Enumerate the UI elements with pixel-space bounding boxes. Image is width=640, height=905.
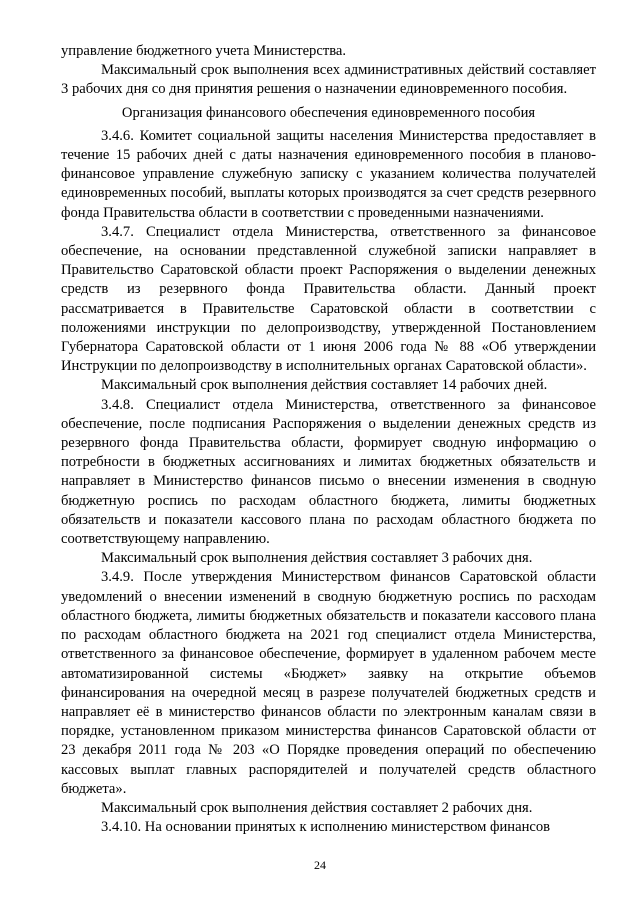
paragraph-deadline-3-days-2: Максимальный срок выполнения действия составляет 3 рабочих дня. xyxy=(101,550,533,567)
paragraph-deadline-2-days: Максимальный срок выполнения действия составляет 2 рабочих дня. xyxy=(101,799,533,816)
paragraph-3-4-9: 3.4.9. После утверждения Министерством финансов Саратовской области уведомлений о внесении изменений в сводную бюджетную роспись по расходам областного бюджета, лимиты бюджетных обязательств и показатели кассового плана по расходам областного бюджета на 2021 год специалист отдела Министерства, ответственного за финансовое обеспечение, формирует в удаленном рабочем месте автоматизированной системы «Бюджет» заявку на открытие объемов финансирования на очередной месяц в разрезе получателей бюджетных средств и направляет её в министерство финансов области по электронным каналам связи в порядке, установленном приказом министерства финансов Саратовской области от 23 декабря 2011 года № 203 «О Порядке проведения операций по обеспечению кассовых выплат главных распорядителей и получателей средств областного бюджета». xyxy=(61,569,596,797)
paragraph-3-4-7: 3.4.7. Специалист отдела Министерства, ответственного за финансовое обеспечение, на основании представленной служебной записки направляет в Правительство Саратовской области проект Распоряжения о выделении денежных средств из резервного фонда Правительства области. Данный проект рассматривается в Правительстве Саратовской области в соответствии с положениями инструкции по делопроизводству, утвержденной Постановлением Губернатора Саратовской области от 1 июня 2006 года № 88 «Об утверждении Инструкции по делопроизводству в исполнительных органах Саратовской области». xyxy=(61,223,596,375)
paragraph-deadline-3-days: Максимальный срок выполнения всех административных действий составляет 3 рабочих дня со дня принятия решения о назначении единовременного пособия. xyxy=(61,62,596,98)
paragraph-3-4-10: 3.4.10. На основании принятых к исполнению министерством финансов xyxy=(101,819,551,836)
paragraph-continuation: управление бюджетного учета Министерства. xyxy=(61,43,347,59)
paragraph-3-4-6: 3.4.6. Комитет социальной защиты населения Министерства предоставляет в течение 15 рабочих дней с даты назначения единовременного пособия в планово-финансовое управление служебную записку с указанием количества получателей единовременных пособий, выплаты которых производятся за счет средств резервного фонда Правительства области в соответствии с проведенными назначениями. xyxy=(61,127,596,221)
paragraph-deadline-14-days: Максимальный срок выполнения действия составляет 14 рабочих дней. xyxy=(101,377,548,394)
document-body xyxy=(61,42,596,837)
page-number: 24 xyxy=(314,858,326,872)
section-heading: Организация финансового обеспечения единовременного пособия xyxy=(121,104,536,121)
paragraph-3-4-8: 3.4.8. Специалист отдела Министерства, ответственного за финансовое обеспечение, после подписания Распоряжения о выделении денежных средств из резервного фонда Правительства области, формирует сводную информацию о потребности в бюджетных ассигнованиях и лимитах бюджетных обязательств и направляет в Министерство финансов письмо о внесении изменения в сводную бюджетную роспись по расходам областного бюджета, лимиты бюджетных обязательств и показатели кассового плана по расходам областного бюджета по соответствующему направлению. xyxy=(61,396,596,548)
